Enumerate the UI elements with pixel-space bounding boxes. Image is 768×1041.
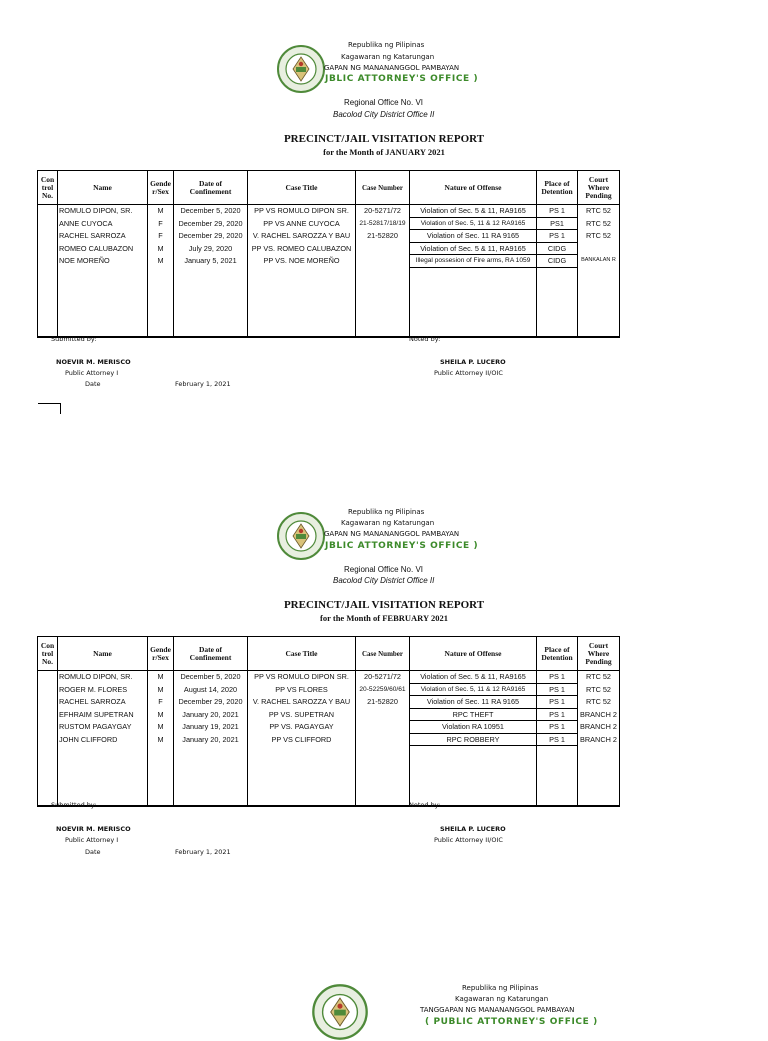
cell-gender: M (148, 683, 174, 696)
blank-cell (58, 746, 148, 806)
blank-cell (537, 267, 578, 337)
table-row (38, 255, 620, 268)
cell-offense: Violation of Sec. 5 & 11, RA9165 (410, 242, 537, 255)
cell-offense: Violation RA 10951 (410, 721, 537, 734)
offense-header: Nature of Offense (410, 171, 537, 205)
table-blank-area (38, 267, 620, 337)
regional-office: Regional Office No. VI (344, 565, 424, 574)
cell-case-title: PP VS. ROMEO CALUBAZON (248, 242, 356, 255)
cell-case-title: PP VS. NOE MOREÑO (248, 255, 356, 268)
cell-detention: PS 1 (537, 671, 578, 684)
noter-name: SHEILA P. LUCERO (440, 358, 506, 366)
table-row (38, 205, 620, 218)
cell-control (38, 242, 58, 255)
cell-control (38, 217, 58, 230)
cell-detention: PS 1 (537, 696, 578, 709)
cell-case-number (356, 721, 410, 734)
cell-case-number: 20-5271/72 (356, 671, 410, 684)
cell-name: RACHEL SARROZA (58, 696, 148, 709)
court-header: Court Where Pending (578, 637, 620, 671)
cell-detention: PS 1 (537, 230, 578, 243)
table-row (38, 671, 620, 684)
cell-gender: M (148, 721, 174, 734)
table-row (38, 242, 620, 255)
cell-case-number (356, 255, 410, 268)
noted-by-label: Noted by: (409, 801, 441, 809)
cell-control (38, 683, 58, 696)
cell-name: ROMULO DIPON, SR. (58, 205, 148, 218)
case-title-header: Case Title (248, 171, 356, 205)
cell-gender: M (148, 242, 174, 255)
name-header: Name (58, 637, 148, 671)
cell-control (38, 696, 58, 709)
cell-offense: Violation of Sec. 5, 11 & 12 RA9165 (410, 217, 537, 230)
corner-mark (38, 403, 61, 414)
blank-cell (38, 267, 58, 337)
cell-court: RTC 52 (578, 230, 620, 243)
cell-control (38, 230, 58, 243)
cell-name: ROGER M. FLORES (58, 683, 148, 696)
cell-detention: CIDG (537, 255, 578, 268)
cell-date: January 20, 2021 (174, 733, 248, 746)
cell-case-number (356, 242, 410, 255)
gender-header: Gende r/Sex (148, 637, 174, 671)
cell-offense: Violation of Sec. 11 RA 9165 (410, 230, 537, 243)
cell-control (38, 733, 58, 746)
blank-cell (148, 746, 174, 806)
header-republic: Republika ng Pilipinas (462, 984, 539, 992)
cell-case-number (356, 708, 410, 721)
case-title-header: Case Title (248, 637, 356, 671)
cell-case-title: V. RACHEL SAROZZA Y BAU (248, 230, 356, 243)
table-row (38, 721, 620, 734)
detention-header: Place of Detention (537, 637, 578, 671)
header-department: Kagawaran ng Katarungan (455, 995, 549, 1003)
cell-offense: Violation of Sec. 5 & 11, RA9165 (410, 205, 537, 218)
cell-case-title: PP VS CLIFFORD (248, 733, 356, 746)
district-office: Bacolod City District Office II (333, 110, 435, 119)
cell-offense: Violation of Sec. 5 & 11, RA9165 (410, 671, 537, 684)
district-office: Bacolod City District Office II (333, 576, 435, 585)
cell-court: BRANCH 2 (578, 708, 620, 721)
blank-cell (356, 746, 410, 806)
cell-offense: Violation of Sec. 11 RA 9165 (410, 696, 537, 709)
cell-detention: PS 1 (537, 708, 578, 721)
cell-detention: PS 1 (537, 721, 578, 734)
cell-name: NOE MOREÑO (58, 255, 148, 268)
cell-name: ROMULO DIPON, SR. (58, 671, 148, 684)
cell-court: RTC 52 (578, 696, 620, 709)
header-pao: ( PUBLIC ATTORNEY'S OFFICE ) (425, 1017, 598, 1027)
table-row (38, 683, 620, 696)
blank-cell (148, 267, 174, 337)
regional-office: Regional Office No. VI (344, 98, 424, 107)
submitter-name: NOEVIR M. MERISCO (56, 358, 131, 366)
cell-court: BANKALAN R (578, 255, 620, 268)
cell-court: RTC 52 (578, 683, 620, 696)
cell-gender: M (148, 708, 174, 721)
cell-date: July 29, 2020 (174, 242, 248, 255)
noter-title: Public Attorney II/OIC (434, 836, 503, 844)
noter-name: SHEILA P. LUCERO (440, 825, 506, 833)
cell-date: December 5, 2020 (174, 205, 248, 218)
table-row (38, 217, 620, 230)
cell-name: ROMEO CALUBAZON (58, 242, 148, 255)
header-department: Kagawaran ng Katarungan (341, 519, 435, 527)
cell-gender: M (148, 205, 174, 218)
cell-date: December 29, 2020 (174, 696, 248, 709)
submitted-by-label: Submitted by: (51, 801, 97, 809)
cell-detention: PS 1 (537, 205, 578, 218)
cell-date: August 14, 2020 (174, 683, 248, 696)
cell-date: January 20, 2021 (174, 708, 248, 721)
cell-control (38, 205, 58, 218)
cell-gender: M (148, 255, 174, 268)
submitter-title: Public Attorney I (65, 369, 119, 377)
cell-name: RACHEL SARROZA (58, 230, 148, 243)
cell-date: December 29, 2020 (174, 230, 248, 243)
pao-seal-icon (276, 511, 326, 561)
name-header: Name (58, 171, 148, 205)
noted-by-label: Noted by: (409, 335, 441, 343)
table-blank-area (38, 746, 620, 806)
cell-name: ANNE CUYOCA (58, 217, 148, 230)
table-row (38, 696, 620, 709)
cell-name: JOHN CLIFFORD (58, 733, 148, 746)
case-number-header: Case Number (356, 171, 410, 205)
table-row (38, 708, 620, 721)
blank-cell (38, 746, 58, 806)
report-title: PRECINCT/JAIL VISITATION REPORT (283, 599, 485, 611)
header-department: Kagawaran ng Katarungan (341, 53, 435, 61)
cell-case-number: 20-5271/72 (356, 205, 410, 218)
cell-case-title: PP VS ROMULO DIPON SR. (248, 205, 356, 218)
header-pao: JBLIC ATTORNEY'S OFFICE ) (325, 74, 479, 84)
table-row (38, 230, 620, 243)
cell-court (578, 242, 620, 255)
blank-cell (248, 267, 356, 337)
blank-cell (174, 267, 248, 337)
cell-case-title: PP VS ROMULO DIPON SR. (248, 671, 356, 684)
court-header: Court Where Pending (578, 171, 620, 205)
cell-case-number (356, 733, 410, 746)
cell-court: RTC 52 (578, 217, 620, 230)
blank-cell (410, 267, 537, 337)
header-office-tagalog: GAPAN NG MANANANGGOL PAMBAYAN (324, 64, 460, 72)
date-header: Date of Confinement (174, 171, 248, 205)
pao-seal-icon (311, 983, 369, 1041)
cell-gender: M (148, 733, 174, 746)
control-no-header: Con trol No. (38, 637, 58, 671)
cell-control (38, 708, 58, 721)
cell-court: RTC 52 (578, 205, 620, 218)
header-pao: JBLIC ATTORNEY'S OFFICE ) (325, 541, 479, 551)
cell-case-title: PP VS ANNE CUYOCA (248, 217, 356, 230)
visitation-table (37, 636, 620, 807)
cell-gender: F (148, 230, 174, 243)
cell-date: December 5, 2020 (174, 671, 248, 684)
cell-offense: Violation of Sec. 5, 11 & 12 RA9165 (410, 683, 537, 696)
gender-header: Gende r/Sex (148, 171, 174, 205)
blank-cell (356, 267, 410, 337)
offense-header: Nature of Offense (410, 637, 537, 671)
report-title: PRECINCT/JAIL VISITATION REPORT (283, 133, 485, 145)
date-value: February 1, 2021 (175, 380, 231, 388)
cell-control (38, 671, 58, 684)
cell-name: RUSTOM PAGAYGAY (58, 721, 148, 734)
cell-case-title: PP VS. SUPETRAN (248, 708, 356, 721)
cell-gender: F (148, 217, 174, 230)
header-republic: Republika ng Pilipinas (348, 41, 425, 49)
report-subtitle: for the Month of FEBRUARY 2021 (320, 613, 448, 623)
blank-cell (58, 267, 148, 337)
submitted-by-label: Submitted by: (51, 335, 97, 343)
noter-title: Public Attorney II/OIC (434, 369, 503, 377)
cell-case-number: 20-52259/60/61 (356, 683, 410, 696)
cell-gender: F (148, 696, 174, 709)
blank-cell (578, 746, 620, 806)
cell-control (38, 721, 58, 734)
visitation-table (37, 170, 620, 338)
cell-case-title: PP VS. PAGAYGAY (248, 721, 356, 734)
header-republic: Republika ng Pilipinas (348, 508, 425, 516)
cell-date: January 5, 2021 (174, 255, 248, 268)
table-row (38, 733, 620, 746)
cell-court: RTC 52 (578, 671, 620, 684)
date-label: Date (85, 380, 101, 388)
submitter-name: NOEVIR M. MERISCO (56, 825, 131, 833)
header-office-tagalog: TANGGAPAN NG MANANANGGOL PAMBAYAN (420, 1006, 575, 1014)
submitter-title: Public Attorney I (65, 836, 119, 844)
cell-detention: PS1 (537, 217, 578, 230)
date-label: Date (85, 848, 101, 856)
cell-offense: Illegal possesion of Fire arms, RA 1059 (410, 255, 537, 268)
blank-cell (248, 746, 356, 806)
cell-case-title: PP VS FLORES (248, 683, 356, 696)
date-header: Date of Confinement (174, 637, 248, 671)
cell-court: BRANCH 2 (578, 733, 620, 746)
detention-header: Place of Detention (537, 171, 578, 205)
cell-date: December 29, 2020 (174, 217, 248, 230)
case-number-header: Case Number (356, 637, 410, 671)
date-value: February 1, 2021 (175, 848, 231, 856)
cell-offense: RPC THEFT (410, 708, 537, 721)
header-office-tagalog: GAPAN NG MANANANGGOL PAMBAYAN (324, 530, 460, 538)
blank-cell (537, 746, 578, 806)
cell-detention: PS 1 (537, 683, 578, 696)
cell-detention: PS 1 (537, 733, 578, 746)
cell-case-number: 21-52820 (356, 230, 410, 243)
blank-cell (410, 746, 537, 806)
cell-court: BRANCH 2 (578, 721, 620, 734)
cell-offense: RPC ROBBERY (410, 733, 537, 746)
cell-case-title: V. RACHEL SAROZZA Y BAU (248, 696, 356, 709)
cell-case-number: 21-52820 (356, 696, 410, 709)
control-no-header: Con trol No. (38, 171, 58, 205)
blank-cell (578, 267, 620, 337)
cell-name: EFHRAIM SUPETRAN (58, 708, 148, 721)
report-subtitle: for the Month of JANUARY 2021 (323, 147, 445, 157)
cell-date: January 19, 2021 (174, 721, 248, 734)
pao-seal-icon (276, 44, 326, 94)
cell-case-number: 21-52817/18/19 (356, 217, 410, 230)
blank-cell (174, 746, 248, 806)
cell-control (38, 255, 58, 268)
cell-gender: M (148, 671, 174, 684)
cell-detention: CIDG (537, 242, 578, 255)
